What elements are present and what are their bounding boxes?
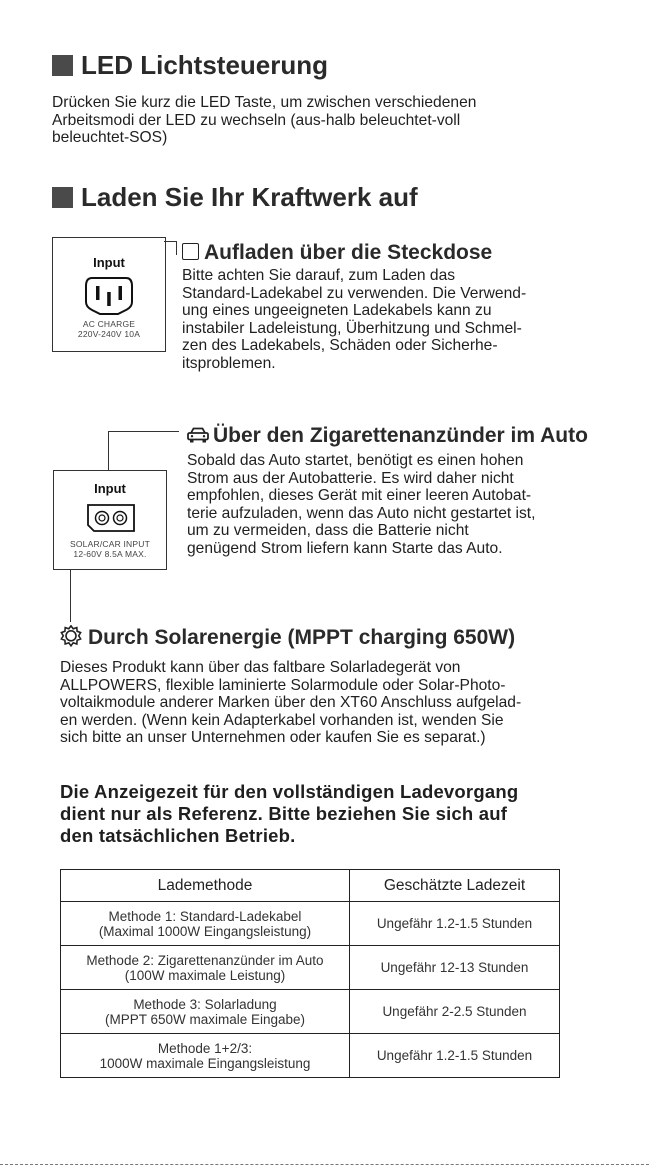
note-line: dient nur als Referenz. Bitte beziehen Sie sich auf — [60, 803, 508, 824]
method-line: (MPPT 650W maximale Eingabe) — [104, 1011, 306, 1027]
solar-title: Durch Solarenergie (MPPT charging 650W) — [88, 626, 516, 649]
led-line: beleuchtet-SOS) — [52, 129, 168, 146]
ac-line: itsproblemen. — [182, 354, 276, 372]
heading-square-icon — [52, 55, 73, 76]
led-paragraph — [52, 94, 632, 147]
ac-port-label: Input — [93, 255, 125, 270]
table-cell-time: Ungefähr 2-2.5 Stunden — [350, 990, 560, 1034]
table-row — [61, 902, 560, 946]
led-title: LED Lichtsteuerung — [81, 50, 329, 80]
table-cell-method — [61, 1034, 350, 1078]
method-line: Methode 3: Solarladung — [133, 996, 277, 1012]
method-line: 1000W maximale Eingangsleistung — [99, 1055, 311, 1071]
heading-square-icon — [52, 187, 73, 208]
ac-line: instabiler Ladeleistung, Überhitzung und Schmel- — [182, 319, 522, 337]
car-line: empfohlen, dieses Gerät mit einer leeren Autobat- — [187, 487, 532, 504]
table-row — [61, 946, 560, 990]
ac-paragraph — [182, 267, 622, 372]
solar-line: voltaikmodule anderer Marken über den XT60 Anschluss aufgelad- — [60, 694, 522, 711]
ac-caption-line: 220V-240V 10A — [77, 329, 141, 339]
table-cell-time: Ungefähr 12-13 Stunden — [350, 946, 560, 990]
table-row — [61, 990, 560, 1034]
method-line: Methode 2: Zigarettenanzünder im Auto — [86, 952, 324, 968]
method-line: Methode 1: Standard-Ladekabel — [108, 908, 302, 924]
car-connector-line — [108, 431, 109, 470]
solar-line: ALLPOWERS, flexible laminierte Solarmodule oder Solar-Photo- — [60, 676, 506, 694]
ac-line: Bitte achten Sie darauf, zum Laden das — [182, 267, 456, 284]
method-line: Methode 1+2/3: — [157, 1040, 253, 1056]
led-heading — [52, 50, 328, 81]
method-line: (Maximal 1000W Eingangsleistung) — [98, 923, 312, 939]
car-port-box — [53, 470, 167, 570]
solar-line: sich bitte an unser Unternehmen oder kaufen Sie es separat.) — [60, 729, 486, 746]
charging-time-table — [60, 869, 560, 1078]
ac-line: zen des Ladekabels, Schäden oder Sicherhe- — [182, 337, 498, 354]
table-row — [61, 1034, 560, 1078]
table-cell-method — [61, 946, 350, 990]
charge-title: Laden Sie Ihr Kraftwerk auf — [81, 182, 418, 212]
car-paragraph — [187, 452, 627, 557]
car-title: Über den Zigarettenanzünder im Auto — [213, 424, 588, 447]
ac-connector-line — [176, 241, 177, 255]
ac-title: Aufladen über die Steckdose — [204, 241, 493, 264]
method-line: (100W maximale Leistung) — [124, 967, 286, 983]
car-line: um zu vermeiden, dass die Batterie nicht — [187, 522, 469, 539]
ac-line: Standard-Ladekabel zu verwenden. Die Verwend- — [182, 284, 527, 302]
ac-socket-icon — [82, 276, 136, 316]
table-cell-method — [61, 990, 350, 1034]
solar-paragraph — [60, 659, 640, 747]
table-header-method: Lademethode — [61, 870, 350, 902]
car-line: genügend Strom liefern kann Starte das Auto. — [187, 539, 503, 557]
car-line: Strom aus der Autobatterie. Es wird daher nicht — [187, 469, 514, 487]
note-line: Die Anzeigezeit für den vollständigen Ladevorgang — [60, 781, 519, 802]
led-line: Arbeitsmodi der LED zu wechseln (aus-halb beleuchtet-voll — [52, 111, 461, 129]
ac-line: ung eines ungeeigneten Ladekabels kann zu — [182, 302, 492, 319]
ac-connector-line — [164, 241, 176, 242]
table-header-row — [61, 870, 560, 902]
note-line: den tatsächlichen Betrieb. — [60, 825, 296, 846]
solar-line: Dieses Produkt kann über das faltbare Solarladegerät von — [60, 659, 461, 676]
car-caption-line: 12-60V 8.5A MAX. — [73, 549, 147, 559]
car-port-caption — [54, 539, 166, 559]
cut-line-divider — [0, 1164, 649, 1165]
car-icon — [186, 426, 210, 444]
solar-heading — [60, 625, 515, 650]
table-cell-time: Ungefähr 1.2-1.5 Stunden — [350, 1034, 560, 1078]
table-cell-method — [61, 902, 350, 946]
ac-heading — [182, 241, 492, 265]
sun-icon — [60, 625, 82, 647]
car-line: terie aufzuladen, wenn das Auto nicht gestartet ist, — [187, 504, 536, 522]
car-connector-line — [108, 431, 179, 432]
solar-line: en werden. (Wenn kein Adapterkabel vorhanden ist, wenden Sie — [60, 711, 504, 729]
led-line: Drücken Sie kurz die LED Taste, um zwischen verschiedenen — [52, 94, 477, 111]
solar-connector-line — [70, 568, 71, 622]
car-port-label: Input — [94, 481, 126, 496]
checkbox-square-icon — [182, 243, 199, 260]
xt60-socket-icon — [86, 503, 136, 533]
car-line: Sobald das Auto startet, benötigt es einen hohen — [187, 452, 524, 469]
charging-time-note — [60, 781, 620, 847]
charge-heading — [52, 182, 418, 213]
table-cell-time: Ungefähr 1.2-1.5 Stunden — [350, 902, 560, 946]
car-heading — [186, 424, 588, 448]
table-header-time: Geschätzte Ladezeit — [350, 870, 560, 902]
ac-port-caption — [53, 319, 165, 339]
ac-caption-line: AC CHARGE — [82, 319, 136, 329]
car-caption-line: SOLAR/CAR INPUT — [70, 539, 150, 549]
ac-port-box — [52, 237, 166, 352]
